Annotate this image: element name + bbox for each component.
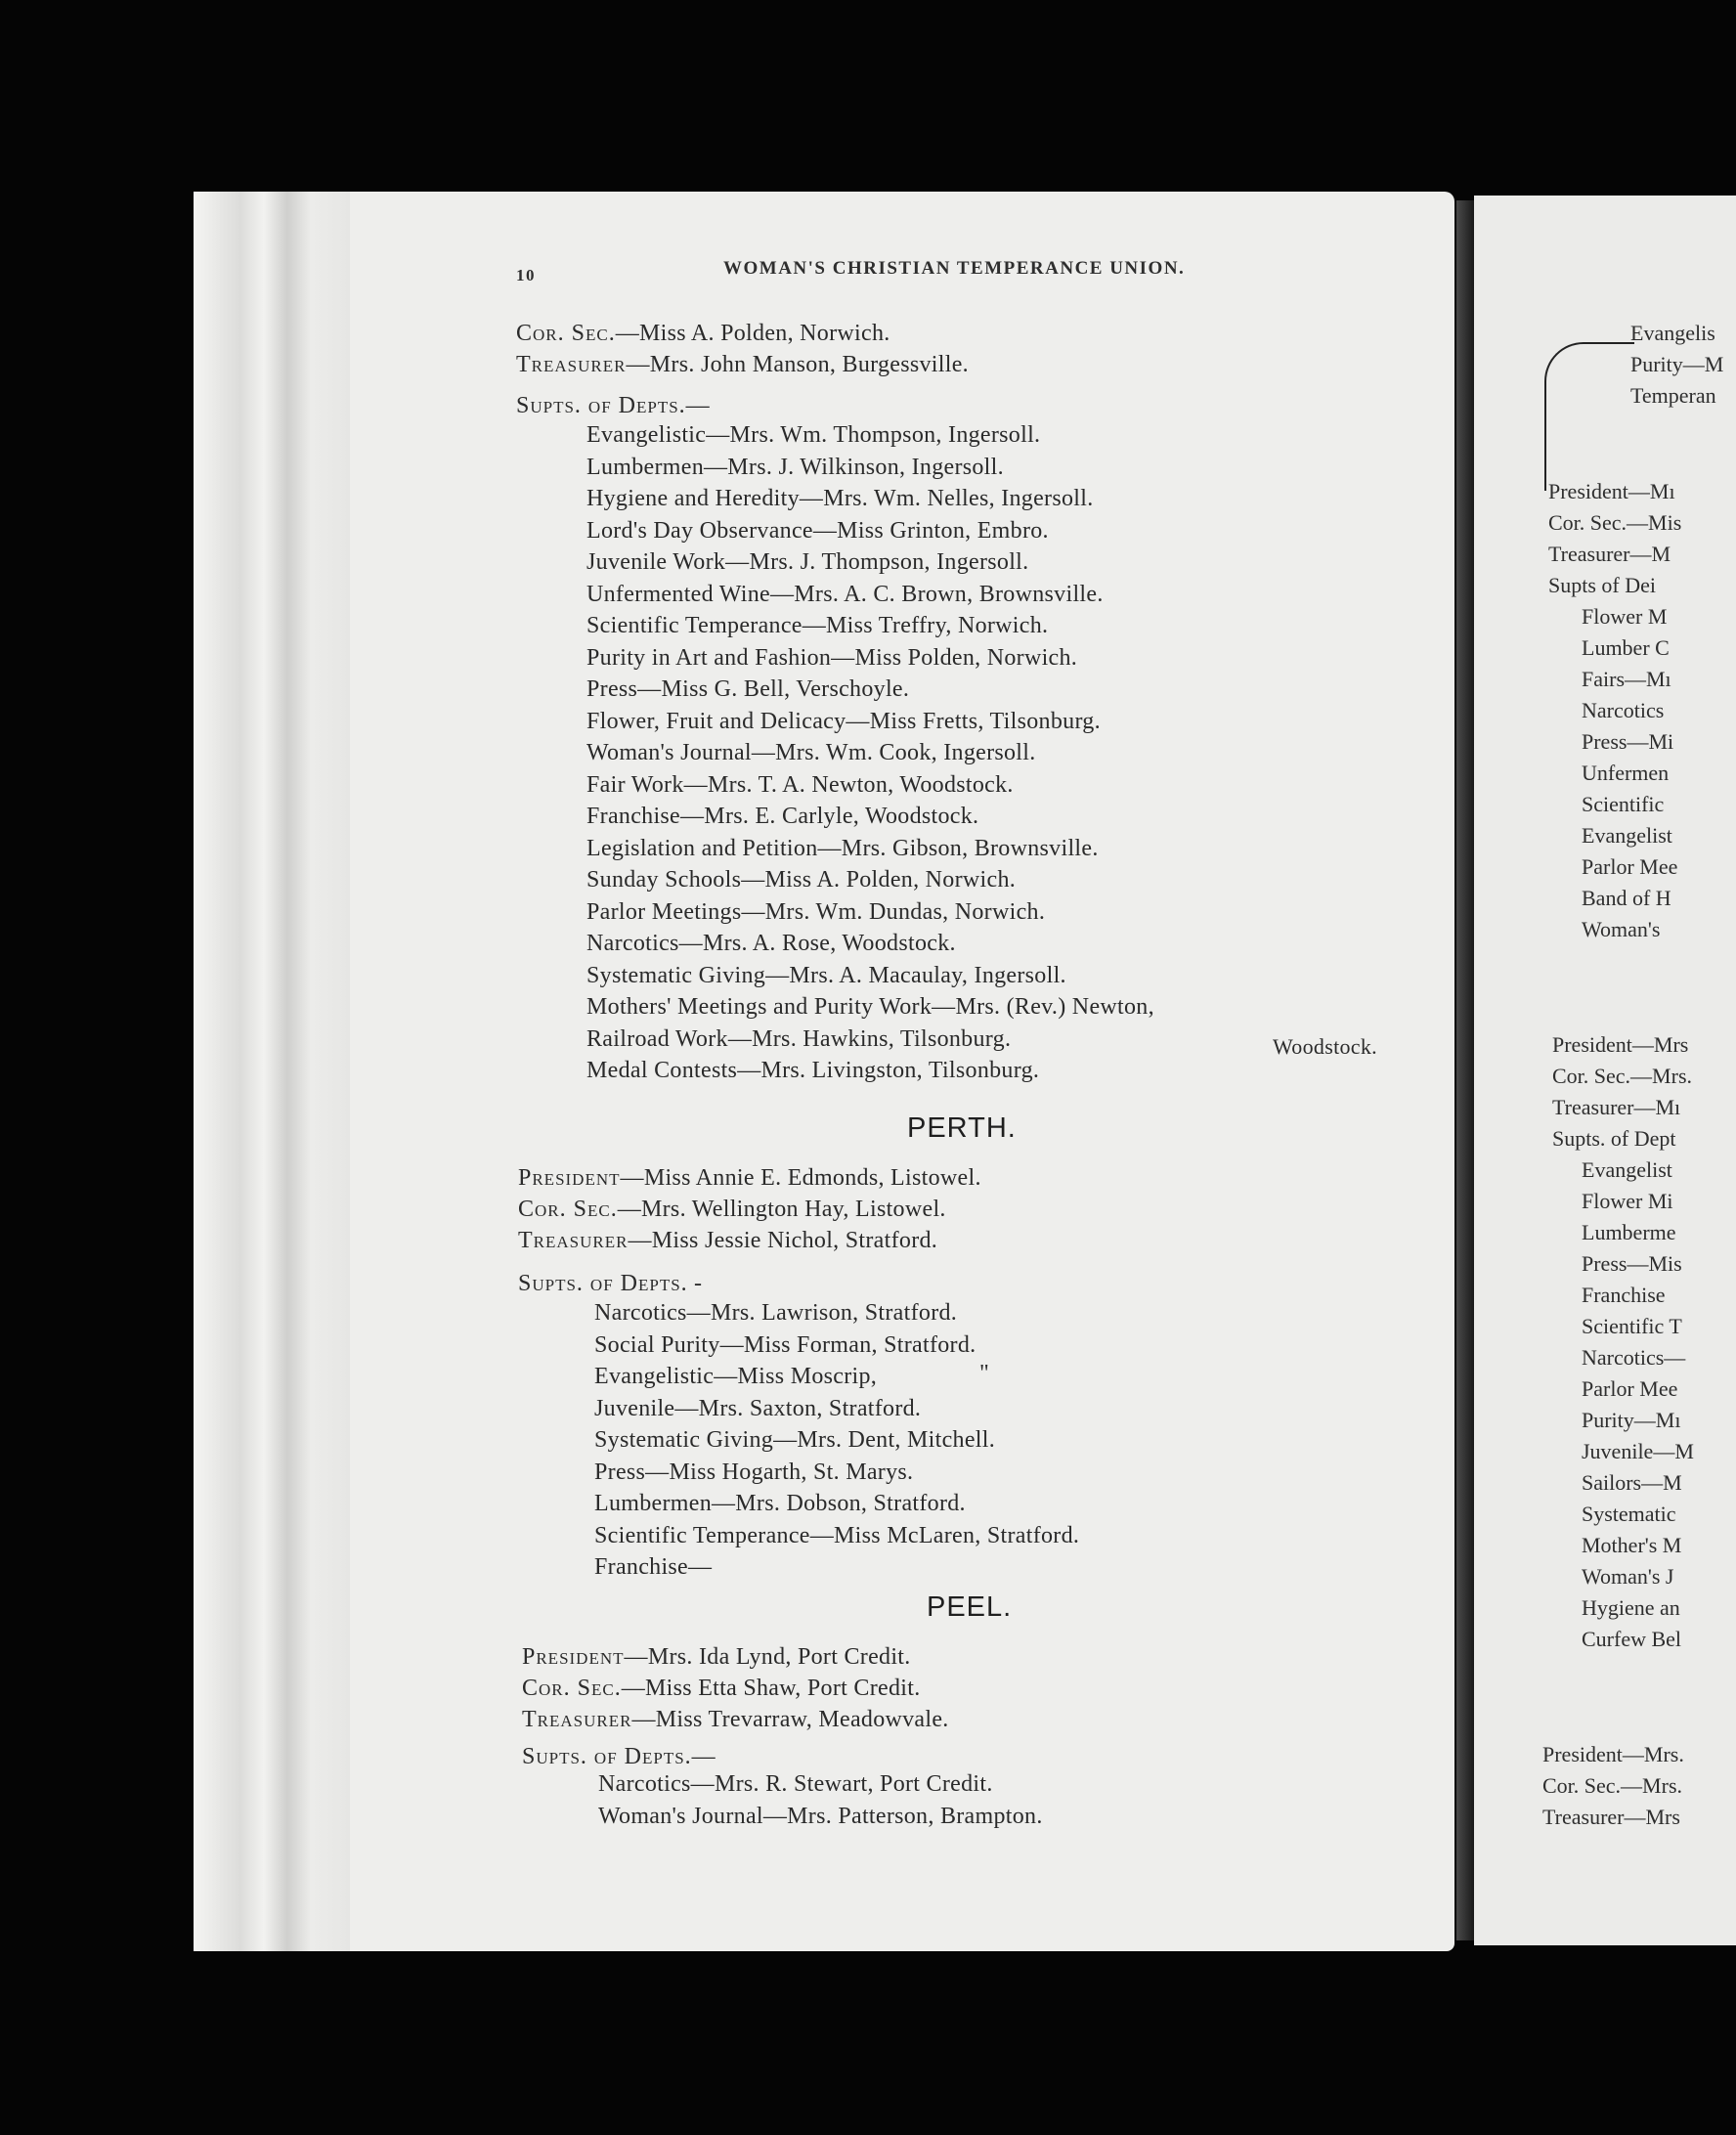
oxford-supts-label: Supts. of Depts.—	[516, 393, 710, 418]
right-page-fragment: President—Mrs.	[1542, 1742, 1684, 1766]
ditto-mark: "	[979, 1361, 990, 1386]
right-page-fragment: Woman's	[1582, 917, 1661, 941]
officer-entry: Cor. Sec.—Miss Etta Shaw, Port Credit.	[522, 1676, 921, 1701]
dept-entry: Lumbermen—Mrs. J. Wilkinson, Ingersoll.	[586, 454, 1004, 480]
dept-entry: Lord's Day Observance—Miss Grinton, Embro.	[586, 517, 1049, 544]
right-page-fragment: Systematic	[1582, 1502, 1676, 1526]
dept-entry: Evangelistic—Miss Moscrip,	[594, 1364, 878, 1389]
dept-entry: Narcotics—Mrs. R. Stewart, Port Credit.	[598, 1771, 993, 1797]
dept-entry: Medal Contests—Mrs. Livingston, Tilsonburg.	[586, 1058, 1040, 1083]
dept-entry: Fair Work—Mrs. T. A. Newton, Woodstock.	[586, 771, 1014, 798]
dept-entry: Systematic Giving—Mrs. A. Macaulay, Ingersoll.	[586, 962, 1066, 988]
right-page-fragment: Fairs—Mı	[1582, 667, 1671, 691]
right-page-fragment: Evangelis	[1630, 321, 1715, 345]
dept-entry: Mothers' Meetings and Purity Work—Mrs. (Rev.) Newton,	[586, 994, 1154, 1020]
right-page-fragment: President—Mrs	[1552, 1032, 1689, 1057]
officer-entry: President—Miss Annie E. Edmonds, Listowel.	[518, 1165, 981, 1191]
right-page-fragment: Franchise	[1582, 1283, 1666, 1307]
perth-heading: PERTH.	[907, 1112, 1017, 1144]
dept-entry: Scientific Temperance—Miss Treffry, Norwich.	[586, 613, 1049, 638]
dept-entry: Scientific Temperance—Miss McLaren, Stratford.	[594, 1522, 1080, 1548]
right-page-fragment: Treasurer—Mı	[1552, 1095, 1681, 1119]
page-edge-shadow	[194, 192, 350, 1951]
officer-entry: Cor. Sec.—Mrs. Wellington Hay, Listowel.	[518, 1197, 946, 1222]
right-page-fragment: Woman's J	[1582, 1564, 1674, 1589]
right-page-fragment: Flower M	[1582, 604, 1668, 629]
right-page-fragment: Cor. Sec.—Mis	[1548, 510, 1682, 535]
right-page-fragment: Flower Mi	[1582, 1189, 1673, 1213]
dept-entry: Sunday Schools—Miss A. Polden, Norwich.	[586, 867, 1017, 893]
right-page-fragment: Purity—Mı	[1582, 1408, 1681, 1432]
right-page-fragment: Supts of Dei	[1548, 573, 1656, 597]
right-page-fragment: Press—Mis	[1582, 1251, 1682, 1276]
dept-entry: Narcotics—Mrs. A. Rose, Woodstock.	[586, 931, 956, 956]
book-gutter	[1456, 200, 1474, 1940]
right-page-fragment: Purity—M	[1630, 352, 1724, 376]
dept-entry: Franchise—	[594, 1554, 713, 1580]
right-page-fragment: Band of H	[1582, 886, 1671, 910]
dept-entry: Press—Miss G. Bell, Verschoyle.	[586, 676, 910, 702]
right-page-fragment: Lumber C	[1582, 635, 1670, 660]
peel-heading: PEEL.	[927, 1591, 1013, 1623]
right-page-fragment: Curfew Bel	[1582, 1627, 1682, 1651]
dept-entry: Legislation and Petition—Mrs. Gibson, Brownsville.	[586, 835, 1099, 861]
right-page-fragment: Evangelist	[1582, 1157, 1672, 1182]
page-number: 10	[516, 266, 536, 284]
right-page-fragment: Scientific	[1582, 792, 1665, 816]
handwritten-bracket-mark	[1544, 342, 1634, 491]
officer-entry: Supts. of Depts. -	[518, 1271, 703, 1296]
right-page-fragment: Narcotics—	[1582, 1345, 1686, 1370]
dept-entry: Parlor Meetings—Mrs. Wm. Dundas, Norwich.	[586, 898, 1046, 925]
right-page-fragment: Cor. Sec.—Mrs.	[1542, 1773, 1682, 1798]
dept-entry: Franchise—Mrs. E. Carlyle, Woodstock.	[586, 804, 979, 829]
officer-entry: Treasurer—Miss Jessie Nichol, Stratford.	[518, 1228, 938, 1253]
dept-entry: Unfermented Wine—Mrs. A. C. Brown, Brownsville.	[586, 581, 1104, 607]
right-page-fragment: Unfermen	[1582, 761, 1670, 785]
right-page-fragment: Mother's M	[1582, 1533, 1682, 1557]
right-page-fragment: Juvenile—M	[1582, 1439, 1694, 1463]
dept-entry: Juvenile Work—Mrs. J. Thompson, Ingersoll.	[586, 549, 1029, 575]
right-page-fragment: Treasurer—M	[1548, 542, 1671, 566]
right-page-fragment: Scientific T	[1582, 1314, 1682, 1338]
dept-entry: Woman's Journal—Mrs. Patterson, Brampton.	[598, 1803, 1043, 1829]
dept-entry: Narcotics—Mrs. Lawrison, Stratford.	[594, 1300, 958, 1326]
officer-entry: President—Mrs. Ida Lynd, Port Credit.	[522, 1644, 911, 1670]
right-page-fragment: Temperan	[1630, 383, 1716, 408]
dept-entry: Purity in Art and Fashion—Miss Polden, Norwich.	[586, 644, 1078, 671]
right-page-fragment: Narcotics	[1582, 698, 1665, 722]
right-page-fragment: Treasurer—Mrs	[1542, 1805, 1680, 1829]
dept-entry: Flower, Fruit and Delicacy—Miss Fretts, Tilsonburg.	[586, 708, 1101, 734]
right-page-fragment: Cor. Sec.—Mrs.	[1552, 1064, 1692, 1088]
right-page-fragment: Evangelist	[1582, 823, 1672, 848]
oxford-cor-sec: Cor. Sec.—Miss A. Polden, Norwich.	[516, 321, 890, 346]
right-page-fragment: Supts. of Dept	[1552, 1126, 1676, 1151]
running-head: WOMAN'S CHRISTIAN TEMPERANCE UNION.	[723, 258, 1186, 279]
dept-entry: Press—Miss Hogarth, St. Marys.	[594, 1459, 914, 1485]
dept-entry: Hygiene and Heredity—Mrs. Wm. Nelles, Ingersoll.	[586, 486, 1094, 511]
dept-entry: Juvenile—Mrs. Saxton, Stratford.	[594, 1395, 922, 1421]
dept-entry: Woman's Journal—Mrs. Wm. Cook, Ingersoll.	[586, 740, 1036, 765]
dept-entry: Evangelistic—Mrs. Wm. Thompson, Ingersoll.	[586, 422, 1041, 448]
dept-entry: Social Purity—Miss Forman, Stratford.	[594, 1331, 976, 1358]
oxford-treasurer: Treasurer—Mrs. John Manson, Burgessville.	[516, 352, 969, 377]
woodstock-overflow: Woodstock.	[1273, 1034, 1377, 1059]
right-page-fragment: President—Mı	[1548, 479, 1675, 503]
dept-entry: Railroad Work—Mrs. Hawkins, Tilsonburg.	[586, 1025, 1012, 1052]
right-page-fragment: Sailors—M	[1582, 1470, 1682, 1495]
dept-entry: Lumbermen—Mrs. Dobson, Stratford.	[594, 1491, 966, 1516]
right-page-fragment: Lumberme	[1582, 1220, 1676, 1244]
right-page-fragment: Parlor Mee	[1582, 854, 1678, 879]
right-page-fragment: Press—Mi	[1582, 729, 1674, 754]
right-page-fragment: Hygiene an	[1582, 1595, 1680, 1620]
right-page-fragment: Parlor Mee	[1582, 1376, 1678, 1401]
officer-entry: Treasurer—Miss Trevarraw, Meadowvale.	[522, 1707, 949, 1732]
dept-entry: Systematic Giving—Mrs. Dent, Mitchell.	[594, 1427, 996, 1453]
officer-entry: Supts. of Depts.—	[522, 1744, 716, 1769]
